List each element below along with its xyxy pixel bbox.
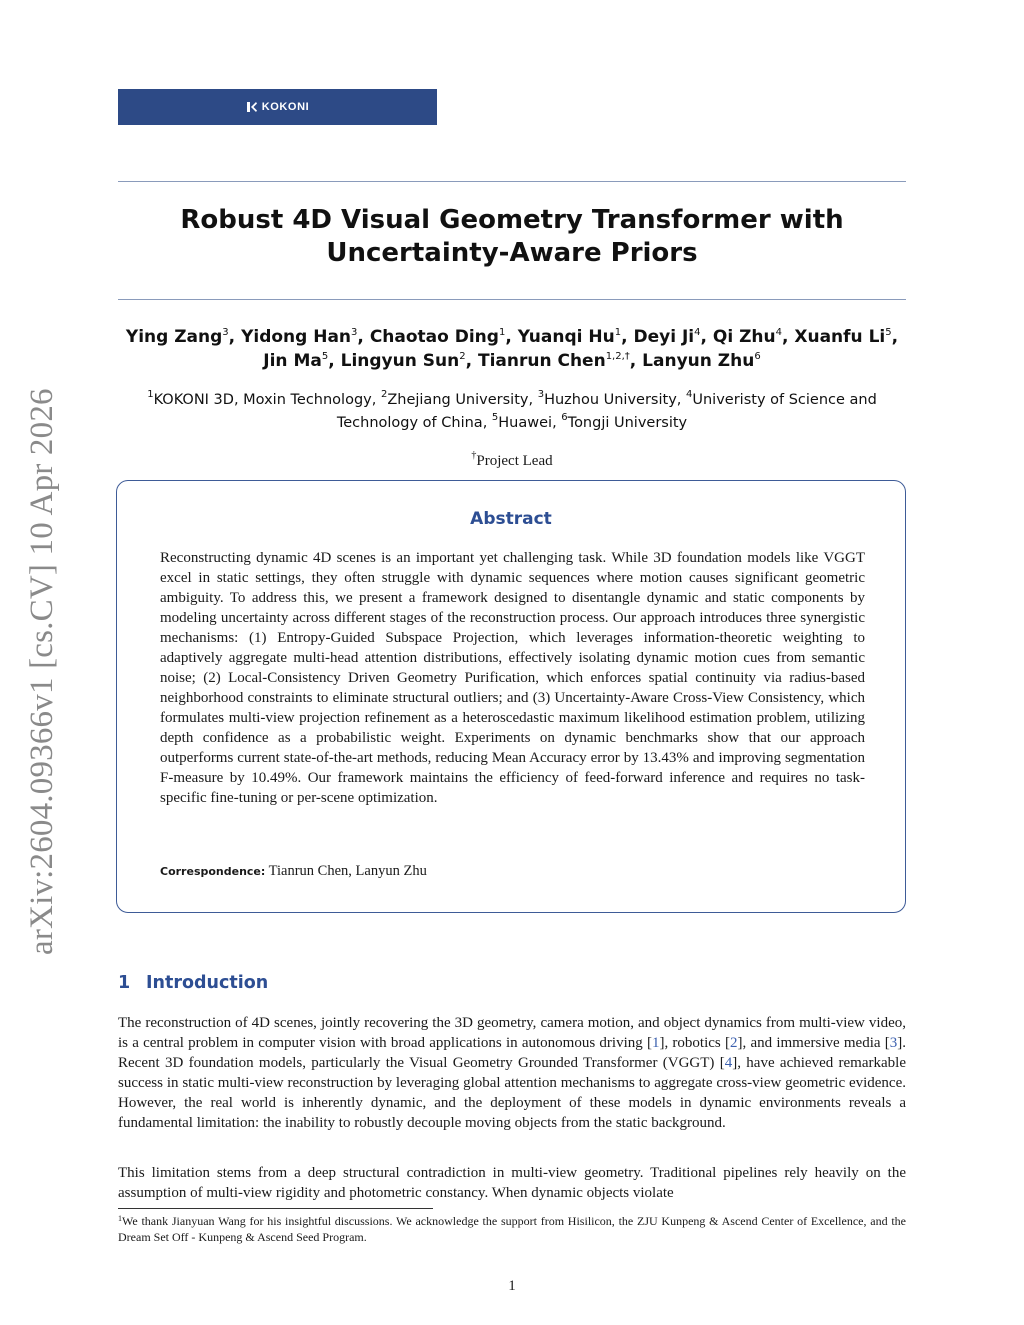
author	[341, 351, 466, 371]
author-name: Ying Zang	[125, 327, 223, 347]
author-affiliation-mark: 1	[498, 327, 506, 338]
para-text: ]. Recent 3D foundation models, particularly the Visual Geometry Grounded Transformer (VGGT) [	[118, 1035, 906, 1071]
author-affiliation-mark: 5	[321, 351, 329, 362]
title-rule-bottom	[118, 299, 906, 300]
author-affiliation-mark: 6	[754, 351, 761, 362]
citation-link[interactable]: 1	[651, 1035, 660, 1051]
section-title: Introduction	[146, 973, 269, 993]
affiliation-number: 2	[380, 389, 388, 400]
affiliation	[561, 412, 688, 431]
paper-title: Robust 4D Visual Geometry Transformer with Uncertainty-Aware Priors	[180, 205, 844, 268]
author-name: Deyi Ji	[633, 327, 695, 347]
author	[126, 327, 229, 347]
para-text: ], and immersive media [	[737, 1035, 890, 1051]
dagger-mark: †	[471, 450, 477, 461]
author-affiliation-mark: 3	[351, 327, 358, 338]
para-text: ], have achieved remarkable success in static multi-view reconstruction by leveraging global attention mechanisms to aggregate cross-view geometric evidence. However, the real world is inherently dynamic, and the deployment of these models in dynamic environments reveals a fundamental limitation: the inability to robustly decouple moving objects from the static background.	[118, 1055, 906, 1131]
project-lead-note	[118, 451, 906, 471]
author-affiliation-mark: 2	[459, 351, 466, 362]
author-affiliation-mark: 1	[614, 327, 622, 338]
affiliation	[147, 389, 372, 408]
section-heading-introduction	[118, 973, 906, 993]
author	[478, 351, 630, 371]
kokoni-logo-icon	[246, 101, 258, 113]
author-name: Qi Zhu	[712, 327, 776, 347]
author-affiliation-mark: 4	[775, 327, 782, 338]
author	[263, 351, 328, 371]
affiliation-name: Tongji University	[567, 415, 688, 431]
para-text: ], robotics [	[659, 1035, 730, 1051]
affiliation-number: 3	[537, 389, 545, 400]
page-number: 1	[508, 1278, 516, 1294]
author	[794, 327, 891, 347]
affiliation-name: Univeristy of Science and Technology of China	[336, 392, 877, 431]
intro-paragraph-2: This limitation stems from a deep structural contradiction in multi-view geometry. Traditional pipelines rely heavily on the assumption of multi-view rigidity and photometric constancy. When dynamic objects violate	[118, 1165, 906, 1201]
footnote-mark: 1	[118, 1214, 122, 1223]
kokoni-logo-text: KOKONI	[261, 101, 310, 113]
arxiv-identifier: arXiv:2604.09366v1 [cs.CV] 10 Apr 2026	[24, 388, 60, 955]
affiliation-number: 4	[686, 389, 693, 400]
header-banner	[118, 89, 437, 125]
author-name: Xuanfu Li	[794, 327, 886, 347]
project-lead-text: Project Lead	[476, 453, 553, 469]
affiliation-number: 6	[561, 412, 568, 423]
correspondence-names: Tianrun Chen, Lanyun Zhu	[268, 863, 427, 879]
author-list	[100, 325, 924, 373]
author-line-1: Ying Zang$^3$, Yidong Han$^3$, Chaotao Ding$^1$, Yuanqi Hu$^1$, Deyi Ji$^4$, Qi Zhu$^4$, Xuanfu Li$^5$,	[125, 327, 899, 347]
author-affiliation-mark: 4	[694, 327, 701, 338]
author-name: Lingyun Sun	[340, 351, 460, 371]
footnote	[118, 1213, 906, 1245]
citation-link[interactable]: 2	[729, 1035, 738, 1051]
author	[633, 327, 700, 347]
author-affiliation-mark: 3	[222, 327, 229, 338]
correspondence-label: Correspondence:	[160, 865, 266, 878]
affiliation-name: Huzhou University	[544, 392, 677, 408]
author	[713, 327, 782, 347]
abstract-body: Reconstructing dynamic 4D scenes is an important yet challenging task. While 3D foundation models like VGGT excel in static settings, they often struggle with dynamic sequences where motion causes significant geometric ambiguity. To address this, we present a framework designed to disentangle dynamic and static components by modeling uncertainty across different stages of the reconstruction process. Our approach introduces three synergistic mechanisms: (1) Entropy-Guided Subspace Projection, which leverages information-theoretic weighting to adaptively aggregate multi-head attention distributions, effectively isolating dynamic motion cues from semantic noise; (2) Local-Consistency Driven Geometry Purification, which enforces spatial continuity via radius-based neighborhood constraints to eliminate structural outliers; and (3) Uncertainty-Aware Cross-View Consistency, which formulates multi-view projection refinement as a heteroscedastic maximum likelihood estimation problem, utilizing depth confidence as a probabilistic weight. Experiments on dynamic benchmarks show that our approach outperforms current state-of-the-art methods, reducing Mean Accuracy error by 13.43% and improving segmentation F-measure by 10.49%. Our framework maintains the efficiency of feed-forward inference and requires no task-specific fine-tuning or per-scene optimization.	[160, 550, 865, 806]
abstract-box	[116, 480, 906, 913]
author	[241, 327, 357, 347]
affiliation-number: 5	[491, 412, 499, 423]
title-rule-top	[118, 181, 906, 182]
author-name: Yidong Han	[241, 327, 352, 347]
author-affiliation-mark: 5	[885, 327, 892, 338]
correspondence	[160, 861, 865, 882]
affiliation-name: Zhejiang University	[387, 392, 529, 408]
footnote-rule	[118, 1208, 433, 1209]
author	[642, 351, 761, 371]
section-number: 1	[118, 973, 131, 993]
affiliation	[537, 389, 677, 408]
intro-paragraph-1	[118, 1013, 906, 1133]
author	[518, 327, 621, 347]
citation-link[interactable]: 4	[724, 1055, 733, 1071]
affiliation	[491, 412, 553, 431]
author-name: Lanyun Zhu	[642, 351, 755, 371]
para-text: The reconstruction of 4D scenes, jointly recovering the 3D geometry, camera motion, and object dynamics from multi-view video, is a central problem in computer vision with broad applications in autonomous driving [	[118, 1015, 906, 1051]
author-affiliation-mark: 1,2,†	[605, 351, 630, 362]
affiliation-name: Huawei	[498, 415, 553, 431]
author	[370, 327, 506, 347]
affiliation	[380, 389, 529, 408]
author-name: Jin Ma	[263, 351, 322, 371]
affiliation-number: 1	[147, 389, 154, 400]
author-name: Chaotao Ding	[369, 327, 499, 347]
kokoni-logo	[246, 101, 310, 113]
citation-link[interactable]: 3	[889, 1035, 898, 1051]
author-name: Yuanqi Hu	[517, 327, 615, 347]
author-line-2: Jin Ma$^5$, Lingyun Sun$^2$, Tianrun Chen$^{1,2,\dagger}$, Lanyun Zhu$^6$	[263, 351, 761, 371]
author-name: Tianrun Chen	[477, 351, 606, 371]
affiliation-list: $^1$KOKONI 3D, Moxin Technology, $^2$Zhejiang University, $^3$Huzhou University, $^4$Univeristy of Science and Technology of China, $^5$Huawei, $^6$Tongji University	[147, 389, 877, 431]
affiliation-name: KOKONI 3D, Moxin Technology	[153, 392, 372, 408]
abstract-heading: Abstract	[470, 509, 552, 529]
footnote-text: We thank Jianyuan Wang for his insightful discussions. We acknowledge the support from Hisilicon, the ZJU Kunpeng & Ascend Center of Excellence, and the Dream Set Off - Kunpeng & Ascend Seed Program.	[118, 1214, 906, 1244]
